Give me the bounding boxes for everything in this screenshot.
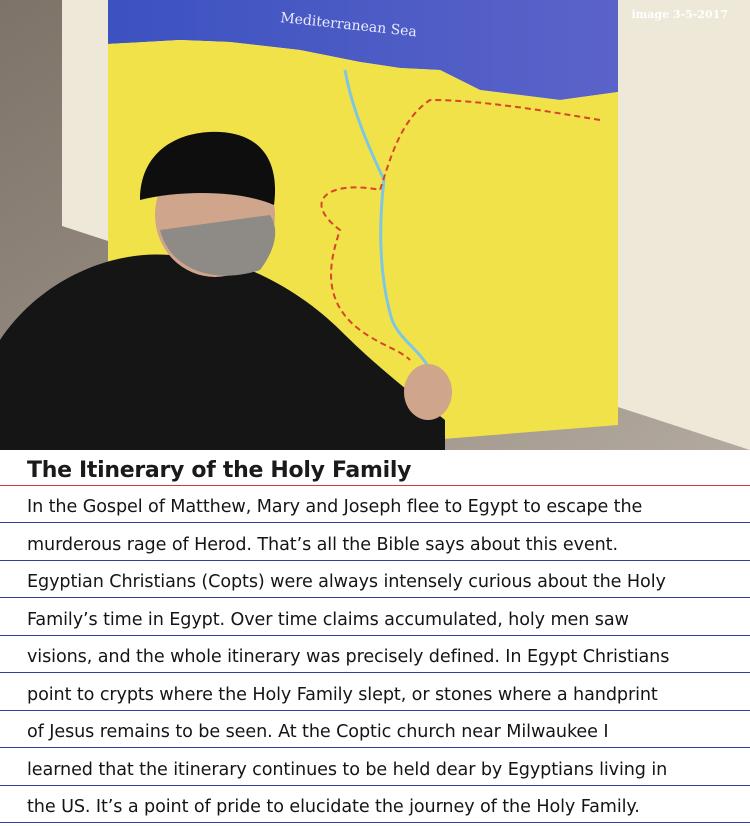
article-line: Egyptian Christians (Copts) were always intensely curious about the Holy	[27, 572, 666, 592]
article-line: point to crypts where the Holy Family slept, or stones where a handprint	[27, 685, 658, 705]
line-rule	[0, 597, 750, 598]
photo-credit: image 3-5-2017	[631, 8, 728, 21]
article-line: learned that the itinerary continues to be held dear by Egyptians living in	[27, 760, 668, 780]
article-line: visions, and the whole itinerary was precisely defined. In Egypt Christians	[27, 647, 670, 667]
article-line: murderous rage of Herod. That’s all the Bible says about this event.	[27, 535, 618, 555]
line-rule	[0, 710, 750, 711]
article-line: of Jesus remains to be seen. At the Coptic church near Milwaukee I	[27, 722, 609, 742]
article-line: Family’s time in Egypt. Over time claims accumulated, holy men saw	[27, 610, 629, 630]
map-sea-label: Mediterranean Sea	[279, 10, 418, 41]
article-line: In the Gospel of Matthew, Mary and Joseph flee to Egypt to escape the	[27, 497, 643, 517]
line-rule	[0, 822, 750, 823]
line-rule	[0, 672, 750, 673]
article-title: The Itinerary of the Holy Family	[27, 458, 412, 483]
line-rule	[0, 560, 750, 561]
title-underline	[0, 485, 750, 486]
line-rule	[0, 785, 750, 786]
article-line: the US. It’s a point of pride to elucidate the journey of the Holy Family.	[27, 797, 640, 817]
line-rule	[0, 747, 750, 748]
presenter-hand	[404, 364, 452, 420]
line-rule	[0, 522, 750, 523]
line-rule	[0, 635, 750, 636]
